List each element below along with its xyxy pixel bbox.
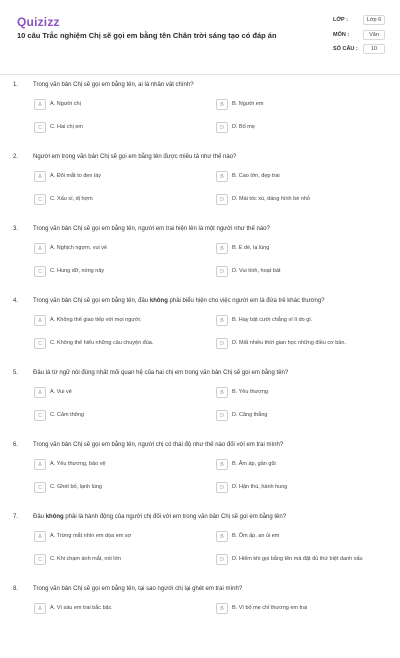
option-text: B. Cao lớn, đẹp trai bbox=[232, 173, 280, 179]
question-text-part: Trong văn bản Chị sẽ gọi em bằng tên, tại sao người chị lại ghét em trai mình? bbox=[33, 586, 243, 592]
answer-option-d[interactable] bbox=[216, 554, 376, 568]
question-block bbox=[0, 586, 400, 658]
question-block bbox=[0, 226, 400, 298]
option-letter-box: B bbox=[216, 531, 228, 542]
option-text: D. Bố mẹ bbox=[232, 124, 255, 130]
answer-option-d[interactable] bbox=[216, 266, 376, 280]
answer-option-c[interactable] bbox=[34, 482, 194, 496]
question-text-part: phải là hành động của người chị đối với em trong văn bản Chị sẽ gọi em bằng tên? bbox=[63, 514, 287, 520]
worksheet-header bbox=[0, 0, 400, 72]
answer-option-b[interactable] bbox=[216, 387, 376, 401]
option-letter-box: D bbox=[216, 122, 228, 133]
option-text: D. Hiểm khi gọi bằng tên mà đặt đủ thứ biệt danh xấu bbox=[232, 556, 363, 562]
answer-option-c[interactable] bbox=[34, 266, 194, 280]
question-block bbox=[0, 154, 400, 226]
question-text bbox=[33, 370, 383, 376]
question-text-part: Người em trong văn bản Chị sẽ gọi em bằng tên được miêu tả như thế nào? bbox=[33, 154, 237, 160]
question-block bbox=[0, 370, 400, 442]
option-text: C. Cảm thông bbox=[50, 412, 84, 418]
question-text-part: Trong văn bản Chị sẽ gọi em bằng tên, người chị có thái độ như thế nào đối với em trai mình? bbox=[33, 442, 284, 448]
option-text: D. Căng thẳng bbox=[232, 412, 268, 418]
answer-option-a[interactable] bbox=[34, 387, 194, 401]
option-letter-box: C bbox=[34, 554, 46, 565]
question-block bbox=[0, 442, 400, 514]
answer-option-d[interactable] bbox=[216, 338, 376, 352]
option-letter-box: A bbox=[34, 243, 46, 254]
option-letter-box: B bbox=[216, 99, 228, 110]
option-text: B. Người em bbox=[232, 101, 264, 107]
answer-option-c[interactable] bbox=[34, 554, 194, 568]
answer-option-b[interactable] bbox=[216, 315, 376, 329]
meta-question-count bbox=[333, 46, 388, 56]
option-text: B. Ấm áp, gần gũi bbox=[232, 461, 276, 467]
option-letter-box: C bbox=[34, 338, 46, 349]
option-text: A. Yêu thương, bảo vệ bbox=[50, 461, 106, 467]
question-text bbox=[33, 514, 383, 520]
option-letter-box: B bbox=[216, 171, 228, 182]
question-block bbox=[0, 298, 400, 370]
question-text bbox=[33, 82, 383, 88]
answer-option-c[interactable] bbox=[34, 338, 194, 352]
question-block bbox=[0, 82, 400, 154]
answer-option-b[interactable] bbox=[216, 243, 376, 257]
question-number: 3. bbox=[13, 226, 19, 232]
question-emphasis: không bbox=[149, 298, 168, 304]
option-letter-box: A bbox=[34, 387, 46, 398]
header-divider bbox=[0, 74, 400, 75]
question-number: 5. bbox=[13, 370, 19, 376]
option-text: D. Mái tóc xù, dáng hình bé nhỏ bbox=[232, 196, 310, 202]
option-letter-box: A bbox=[34, 99, 46, 110]
answer-option-a[interactable] bbox=[34, 243, 194, 257]
answer-option-d[interactable] bbox=[216, 482, 376, 496]
option-letter-box: D bbox=[216, 338, 228, 349]
answer-option-d[interactable] bbox=[216, 194, 376, 208]
option-text: B. Hay bật cười chẳng vì lí do gì. bbox=[232, 317, 313, 323]
option-text: A. Nghịch ngợm, vui vẻ bbox=[50, 245, 108, 251]
option-text: D. Hận thù, hành hung bbox=[232, 484, 288, 490]
option-letter-box: B bbox=[216, 459, 228, 470]
option-text: C. Hung dữ, nóng nảy bbox=[50, 268, 105, 274]
option-text: B. Ôm ấp, an ủi em bbox=[232, 533, 280, 539]
question-text-part: Trong văn bản Chị sẽ gọi em bằng tên, ai là nhân vật chính? bbox=[33, 82, 194, 88]
question-number: 1. bbox=[13, 82, 19, 88]
option-letter-box: A bbox=[34, 459, 46, 470]
option-text: A. Không thể giao tiếp với mọi người. bbox=[50, 317, 142, 323]
option-text: A. Vui vẻ bbox=[50, 389, 72, 395]
meta-question-count-value: 10 bbox=[363, 44, 385, 54]
option-text: B. Yêu thương bbox=[232, 389, 268, 395]
question-text bbox=[33, 154, 383, 160]
question-number: 7. bbox=[13, 514, 19, 520]
question-block bbox=[0, 514, 400, 586]
answer-option-c[interactable] bbox=[34, 410, 194, 424]
option-letter-box: B bbox=[216, 315, 228, 326]
option-text: C. Khi chạm ánh mắt, nói lớn bbox=[50, 556, 122, 562]
option-letter-box: A bbox=[34, 603, 46, 614]
answer-option-c[interactable] bbox=[34, 122, 194, 136]
answer-option-b[interactable] bbox=[216, 171, 376, 185]
option-letter-box: A bbox=[34, 531, 46, 542]
answer-option-a[interactable] bbox=[34, 603, 194, 617]
question-text bbox=[33, 442, 383, 448]
option-text: A. Đôi mắt to đen láy bbox=[50, 173, 102, 179]
option-text: B. E dè, lạ lùng bbox=[232, 245, 270, 251]
answer-option-b[interactable] bbox=[216, 531, 376, 545]
meta-grade-value: Lớp 6 bbox=[363, 15, 385, 25]
question-text-part: Đâu là từ ngữ nói đúng nhất mối quan hệ của hai chị em trong văn bản Chị sẽ gọi em bằng tên? bbox=[33, 370, 289, 376]
option-letter-box: A bbox=[34, 171, 46, 182]
question-text-part: Trong văn bản Chị sẽ gọi em bằng tên, người em trai hiện lên là một người như thế nào? bbox=[33, 226, 270, 232]
option-letter-box: C bbox=[34, 482, 46, 493]
meta-grade-label: LỚP : bbox=[333, 17, 348, 23]
question-text bbox=[33, 226, 383, 232]
meta-question-count-label: SỐ CÂU : bbox=[333, 46, 358, 52]
option-text: C. Xấu xí, dị hợm bbox=[50, 196, 93, 202]
worksheet-title: 10 câu Trắc nghiệm Chị sẽ gọi em bằng tên Chân trời sáng tạo có đáp án bbox=[17, 31, 277, 40]
question-text bbox=[33, 298, 383, 304]
answer-option-a[interactable] bbox=[34, 99, 194, 113]
option-text: D. Vui tính, hoạt bát bbox=[232, 268, 281, 274]
option-text: B. Vì bố mẹ chỉ thương em trai bbox=[232, 605, 308, 611]
option-letter-box: D bbox=[216, 554, 228, 565]
option-letter-box: D bbox=[216, 266, 228, 277]
answer-option-b[interactable] bbox=[216, 459, 376, 473]
meta-grade bbox=[333, 17, 388, 27]
question-text-part: Trong văn bản Chị sẽ gọi em bằng tên, đâu bbox=[33, 298, 150, 304]
option-letter-box: B bbox=[216, 387, 228, 398]
meta-subject-label: MÔN : bbox=[333, 32, 350, 38]
option-letter-box: D bbox=[216, 410, 228, 421]
option-letter-box: A bbox=[34, 315, 46, 326]
question-text bbox=[33, 586, 383, 592]
answer-option-d[interactable] bbox=[216, 410, 376, 424]
option-letter-box: D bbox=[216, 482, 228, 493]
option-letter-box: C bbox=[34, 194, 46, 205]
answer-option-b[interactable] bbox=[216, 99, 376, 113]
option-text: C. Ghét bỏ, lạnh lùng bbox=[50, 484, 102, 490]
meta-subject-value: Văn bbox=[363, 30, 385, 40]
option-letter-box: D bbox=[216, 194, 228, 205]
option-text: A. Trừng mắt nhìn em dọa em sợ bbox=[50, 533, 132, 539]
answer-option-d[interactable] bbox=[216, 122, 376, 136]
option-letter-box: C bbox=[34, 410, 46, 421]
option-text: C. Không thể hiểu những câu chuyện đùa. bbox=[50, 340, 154, 346]
question-text-part: Đâu bbox=[33, 514, 46, 520]
option-text: A. Vì sáu em trai bắc bậc bbox=[50, 605, 112, 611]
question-number: 8. bbox=[13, 586, 19, 592]
question-number: 4. bbox=[13, 298, 19, 304]
meta-subject bbox=[333, 32, 388, 42]
answer-option-b[interactable] bbox=[216, 603, 376, 617]
option-letter-box: B bbox=[216, 603, 228, 614]
question-list bbox=[0, 82, 400, 658]
option-text: A. Người chị bbox=[50, 101, 81, 107]
answer-option-a[interactable] bbox=[34, 171, 194, 185]
option-letter-box: B bbox=[216, 243, 228, 254]
question-text-part: phải biểu hiện cho việc người em là đứa trẻ khác thường? bbox=[167, 298, 325, 304]
option-letter-box: C bbox=[34, 266, 46, 277]
question-number: 6. bbox=[13, 442, 19, 448]
answer-option-a[interactable] bbox=[34, 531, 194, 545]
answer-option-a[interactable] bbox=[34, 315, 194, 329]
answer-option-a[interactable] bbox=[34, 459, 194, 473]
option-letter-box: C bbox=[34, 122, 46, 133]
answer-option-c[interactable] bbox=[34, 194, 194, 208]
option-text: D. Mất nhiều thời gian học những điều cơ bản. bbox=[232, 340, 346, 346]
question-emphasis: không bbox=[45, 514, 64, 520]
question-number: 2. bbox=[13, 154, 19, 160]
option-text: C. Hai chị em bbox=[50, 124, 84, 130]
quizizz-logo: Quizizz bbox=[17, 15, 60, 29]
